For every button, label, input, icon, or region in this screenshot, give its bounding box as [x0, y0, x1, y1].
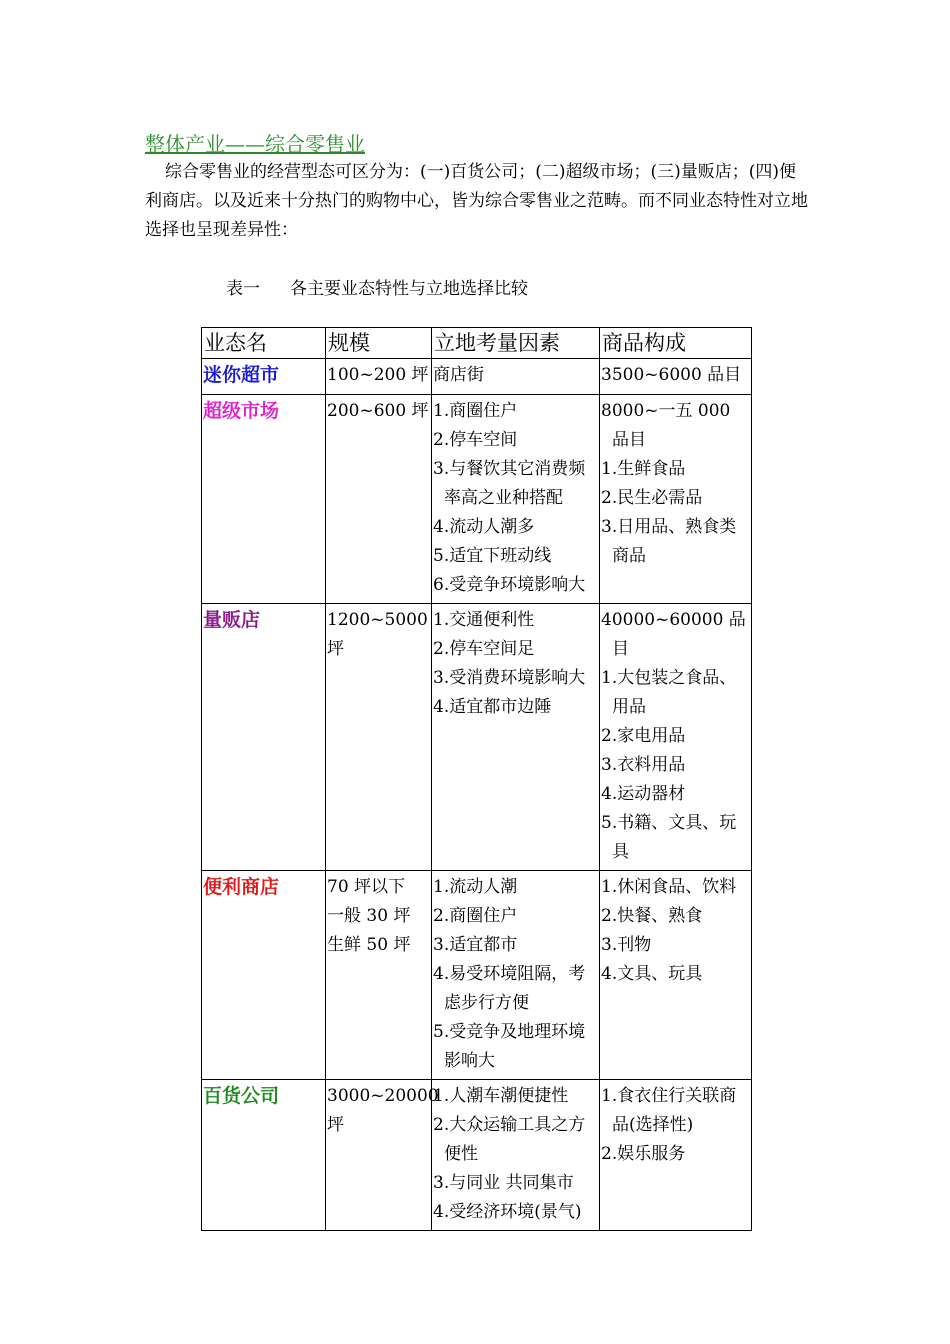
products-cell	[600, 395, 752, 604]
table-row	[202, 359, 752, 395]
factors-cell	[432, 604, 600, 871]
factors-line: 6.受竞争环境影响大	[433, 575, 586, 595]
table-header-row	[202, 328, 752, 359]
factors-line: 3.适宜都市	[433, 935, 518, 955]
factors-line: 1.商圈住户	[433, 401, 518, 421]
scale-line: 100~200 坪	[327, 365, 429, 385]
factors-line: 4.受经济环境(景气)	[433, 1202, 582, 1222]
products-line: 5.书籍、文具、玩具	[601, 813, 737, 862]
products-line: 2.家电用品	[601, 726, 686, 746]
products-line: 1.大包装之食品、用品	[601, 668, 737, 717]
products-line: 3.刊物	[601, 935, 652, 955]
scale-cell	[326, 871, 432, 1080]
format-name-cell	[202, 1080, 326, 1231]
factors-line: 2.停车空间	[433, 430, 518, 450]
factors-line: 1.人潮车潮便捷性	[433, 1086, 569, 1106]
intro-paragraph: 综合零售业的经营型态可区分为：(一)百货公司；(二)超级市场；(三)量贩店；(四)便利商店。以及近来十分热门的购物中心，皆为综合零售业之范畴。而不同业态特性对立地选择也呈现差异性：	[145, 162, 808, 240]
products-cell	[600, 604, 752, 871]
factors-line: 2.大众运输工具之方便性	[433, 1115, 586, 1164]
products-cell	[600, 359, 752, 395]
table-row	[202, 395, 752, 604]
factors-line: 4.易受环境阻隔，考虑步行方便	[433, 964, 586, 1013]
factors-cell	[432, 395, 600, 604]
products-line: 2.快餐、熟食	[601, 906, 703, 926]
products-line: 3.衣料用品	[601, 755, 686, 775]
format-name: 超级市场	[203, 400, 280, 422]
scale-line: 一般 30 坪	[327, 906, 411, 926]
factors-line: 商店街	[433, 365, 484, 385]
header-factors: 立地考量因素	[432, 328, 600, 359]
factors-line: 5.受竞争及地理环境影响大	[433, 1022, 586, 1071]
format-name-cell	[202, 395, 326, 604]
scale-cell	[326, 1080, 439, 1231]
section-heading: 整体产业——综合零售业	[145, 132, 365, 156]
table-row	[202, 871, 752, 1080]
factors-line: 5.适宜下班动线	[433, 546, 552, 566]
factors-line: 1.交通便利性	[433, 610, 535, 630]
header-format: 业态名	[202, 328, 326, 359]
products-cell	[600, 1080, 752, 1231]
factors-line: 3.受消费环境影响大	[433, 668, 586, 688]
factors-line: 4.适宜都市边陲	[433, 697, 552, 717]
format-comparison-table	[201, 327, 752, 1231]
table-title: 各主要业态特性与立地选择比较	[290, 279, 528, 299]
factors-line: 3.与餐饮其它消费频率高之业种搭配	[433, 459, 586, 508]
products-line: 8000~一五 000 品目	[601, 401, 731, 450]
factors-cell	[432, 359, 600, 395]
scale-line: 3000~20000 坪	[327, 1086, 439, 1135]
format-name: 量贩店	[203, 609, 261, 631]
products-line: 4.文具、玩具	[601, 964, 703, 984]
products-line: 3.日用品、熟食类商品	[601, 517, 737, 566]
table-row	[202, 1080, 752, 1231]
format-name-cell	[202, 359, 326, 395]
header-products: 商品构成	[600, 328, 752, 359]
products-line: 4.运动器材	[601, 784, 686, 804]
products-cell	[600, 871, 752, 1080]
format-name: 迷你超市	[203, 364, 280, 386]
products-line: 1.食衣住行关联商品(选择性)	[601, 1086, 737, 1135]
products-line: 2.娱乐服务	[601, 1144, 686, 1164]
products-line: 40000~60000 品目	[601, 610, 746, 659]
factors-line: 2.停车空间足	[433, 639, 535, 659]
format-name-cell	[202, 604, 326, 871]
table-caption	[226, 274, 528, 299]
table-number: 表一	[226, 279, 260, 299]
factors-cell	[432, 1080, 600, 1231]
scale-line: 200~600 坪	[327, 401, 429, 421]
format-name: 便利商店	[203, 876, 280, 898]
factors-line: 1.流动人潮	[433, 877, 518, 897]
scale-line: 生鲜 50 坪	[327, 935, 411, 955]
scale-line: 70 坪以下	[327, 877, 406, 897]
scale-cell	[326, 604, 432, 871]
factors-line: 2.商圈住户	[433, 906, 518, 926]
scale-line: 1200~5000 坪	[327, 610, 428, 659]
scale-cell	[326, 395, 432, 604]
format-name: 百货公司	[203, 1085, 280, 1107]
products-line: 1.休闲食品、饮料	[601, 877, 737, 897]
header-scale: 规模	[326, 328, 432, 359]
factors-cell	[432, 871, 600, 1080]
scale-cell	[326, 359, 432, 395]
factors-line: 3.与同业 共同集市	[433, 1173, 574, 1193]
format-name-cell	[202, 871, 326, 1080]
products-line: 1.生鲜食品	[601, 459, 686, 479]
products-line: 2.民生必需品	[601, 488, 703, 508]
products-line: 3500~6000 品目	[601, 365, 742, 385]
table-row	[202, 604, 752, 871]
factors-line: 4.流动人潮多	[433, 517, 535, 537]
